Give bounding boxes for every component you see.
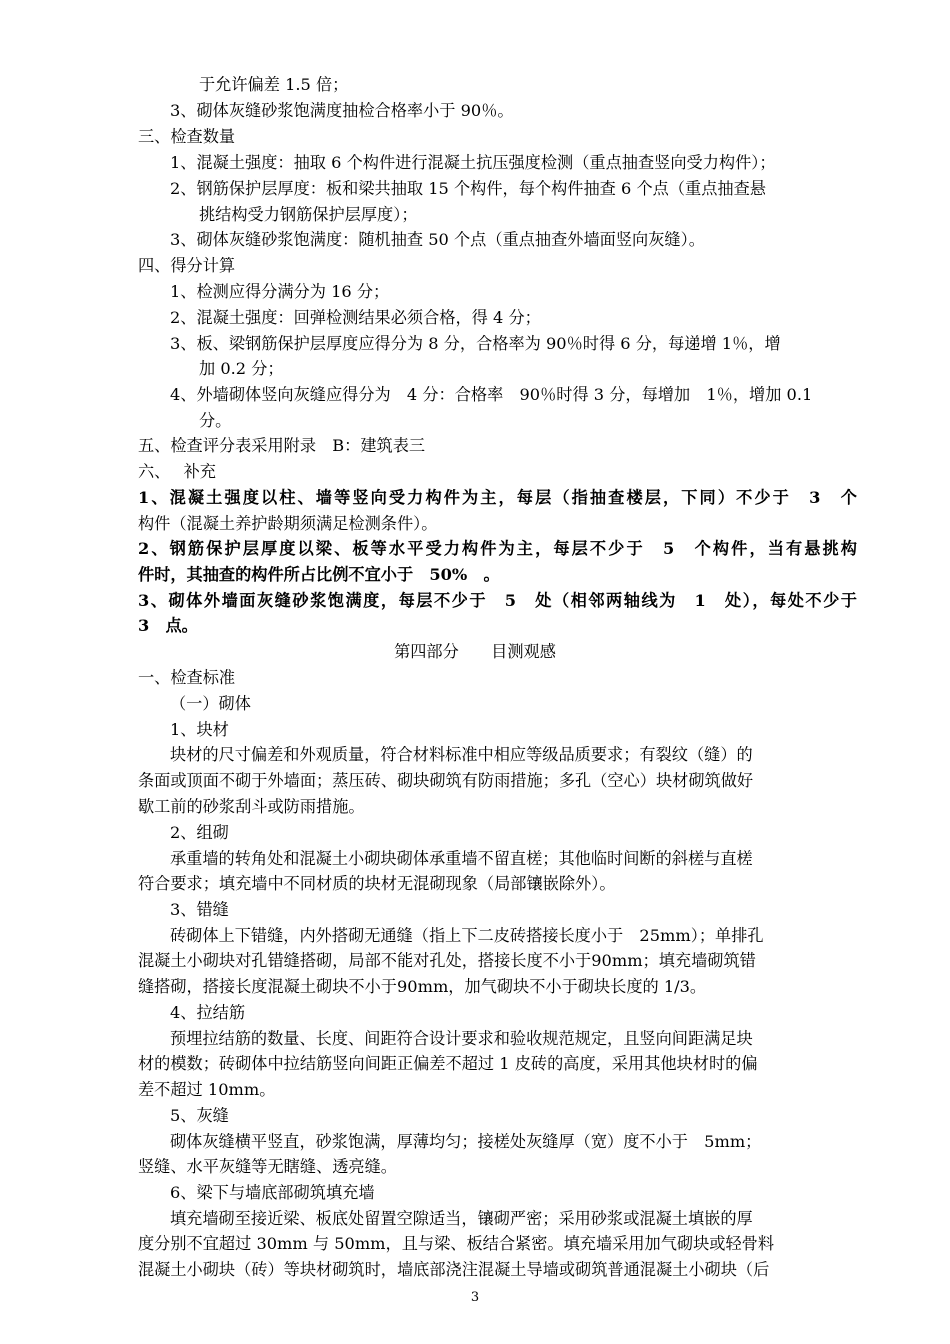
text-line: 构件（混凝土养护龄期须满足检测条件）。 (138, 514, 438, 533)
section-heading: 三、检查数量 (138, 127, 236, 146)
text-line: 砌体灰缝横平竖直，砂浆饱满，厚薄均匀；接槎处灰缝厚（宽）度不小于 5mm； (170, 1132, 762, 1151)
text-line: 1、检测应得分满分为 16 分； (170, 282, 390, 301)
item-heading: 3、错缝 (170, 900, 229, 919)
text-line: 度分别不宜超过 30mm 与 50mm，且与梁、板结合紧密。填充墙采用加气砌块或轻骨料 (138, 1234, 775, 1253)
text-line: 材的模数；砖砌体中拉结筋竖向间距正偏差不超过 1 皮砖的高度，采用其他块材时的偏 (138, 1054, 758, 1073)
text-line: 缝搭砌，搭接长度混凝土砌块不小于90mm，加气砌块不小于砌块长度的 1/3。 (138, 977, 707, 996)
section-heading: 一、检查标准 (138, 668, 236, 687)
text-line: 3、砌体外墙面灰缝砂浆饱满度，每层不少于 5 处（相邻两轴线为 1 处），每处不少于 (138, 591, 857, 610)
text-line: 于允许偏差 1.5 倍； (199, 75, 349, 94)
subsection-heading: （一）砌体 (170, 694, 251, 713)
text-line: 块材的尺寸偏差和外观质量，符合材料标准中相应等级品质要求；有裂纹（缝）的 (170, 745, 753, 764)
text-line: 2、钢筋保护层厚度：板和梁共抽取 15 个构件，每个构件抽查 6 个点（重点抽查悬 (170, 179, 766, 198)
text-line: 3、板、梁钢筋保护层厚度应得分为 8 分，合格率为 90％时得 6 分，每递增 1％，增 (170, 334, 781, 353)
text-line: 承重墙的转角处和混凝土小砌块砌体承重墙不留直槎；其他临时间断的斜槎与直槎 (170, 849, 753, 868)
item-heading: 4、拉结筋 (170, 1003, 246, 1022)
text-line: 混凝土小砌块（砖）等块材砌筑时，墙底部浇注混凝土导墙或砌筑普通混凝土小砌块（后 (138, 1260, 770, 1279)
text-line: 条面或顶面不砌于外墙面；蒸压砖、砌块砌筑有防雨措施；多孔（空心）块材砌筑做好 (138, 771, 754, 790)
text-line: 3、砌体灰缝砂浆饱满度：随机抽查 50 个点（重点抽查外墙面竖向灰缝）。 (170, 230, 705, 249)
text-line: 加 0.2 分； (199, 359, 284, 378)
text-line: 分。 (199, 411, 232, 430)
item-heading: 1、块材 (170, 720, 229, 739)
section-heading: 四、得分计算 (138, 256, 236, 275)
text-line: 3、砌体灰缝砂浆饱满度抽检合格率小于 90％。 (170, 101, 514, 120)
text-line: 挑结构受力钢筋保护层厚度）； (199, 205, 418, 224)
text-line: 混凝土小砌块对孔错缝搭砌，局部不能对孔处，搭接长度不小于90mm；填充墙砌筑错 (138, 951, 756, 970)
part-title: 第四部分 目测观感 (394, 642, 556, 661)
text-line: 2、混凝土强度：回弹检测结果必须合格，得 4 分； (170, 308, 541, 327)
text-line: 1、混凝土强度以柱、墙等竖向受力构件为主，每层（指抽查楼层，下同）不少于 3 个 (138, 488, 857, 507)
text-line: 2、钢筋保护层厚度以梁、板等水平受力构件为主，每层不少于 5 个构件，当有悬挑构 (138, 539, 857, 558)
text-line: 符合要求；填充墙中不同材质的块材无混砌现象（局部镶嵌除外）。 (138, 874, 616, 893)
item-heading: 6、梁下与墙底部砌筑填充墙 (170, 1183, 375, 1202)
page-number: 3 (470, 1290, 480, 1305)
text-line: 歇工前的砂浆刮斗或防雨措施。 (138, 797, 365, 816)
item-heading: 5、灰缝 (170, 1106, 229, 1125)
text-line: 预埋拉结筋的数量、长度、间距符合设计要求和验收规范规定，且竖向间距满足块 (170, 1029, 753, 1048)
text-line: 砖砌体上下错缝，内外搭砌无通缝（指上下二皮砖搭接长度小于 25mm）；单排孔 (170, 926, 764, 945)
text-line: 1、混凝土强度：抽取 6 个构件进行混凝土抗压强度检测（重点抽查竖向受力构件）； (170, 153, 776, 172)
text-line: 3 点。 (138, 616, 198, 635)
text-line: 差不超过 10mm。 (138, 1080, 276, 1099)
text-line: 件时，其抽查的构件所占比例不宜小于 50% 。 (138, 565, 500, 584)
text-line: 填充墙砌至接近梁、板底处留置空隙适当，镶砌严密；采用砂浆或混凝土填嵌的厚 (170, 1209, 753, 1228)
item-heading: 2、组砌 (170, 823, 229, 842)
text-line: 4、外墙砌体竖向灰缝应得分为 4 分：合格率 90％时得 3 分，每增加 1％，增加 0.1 (170, 385, 813, 404)
section-heading: 五、检查评分表采用附录 B：建筑表三 (138, 436, 426, 455)
section-heading: 六、 补充 (138, 462, 216, 481)
text-line: 竖缝、水平灰缝等无瞎缝、透亮缝。 (138, 1157, 397, 1176)
